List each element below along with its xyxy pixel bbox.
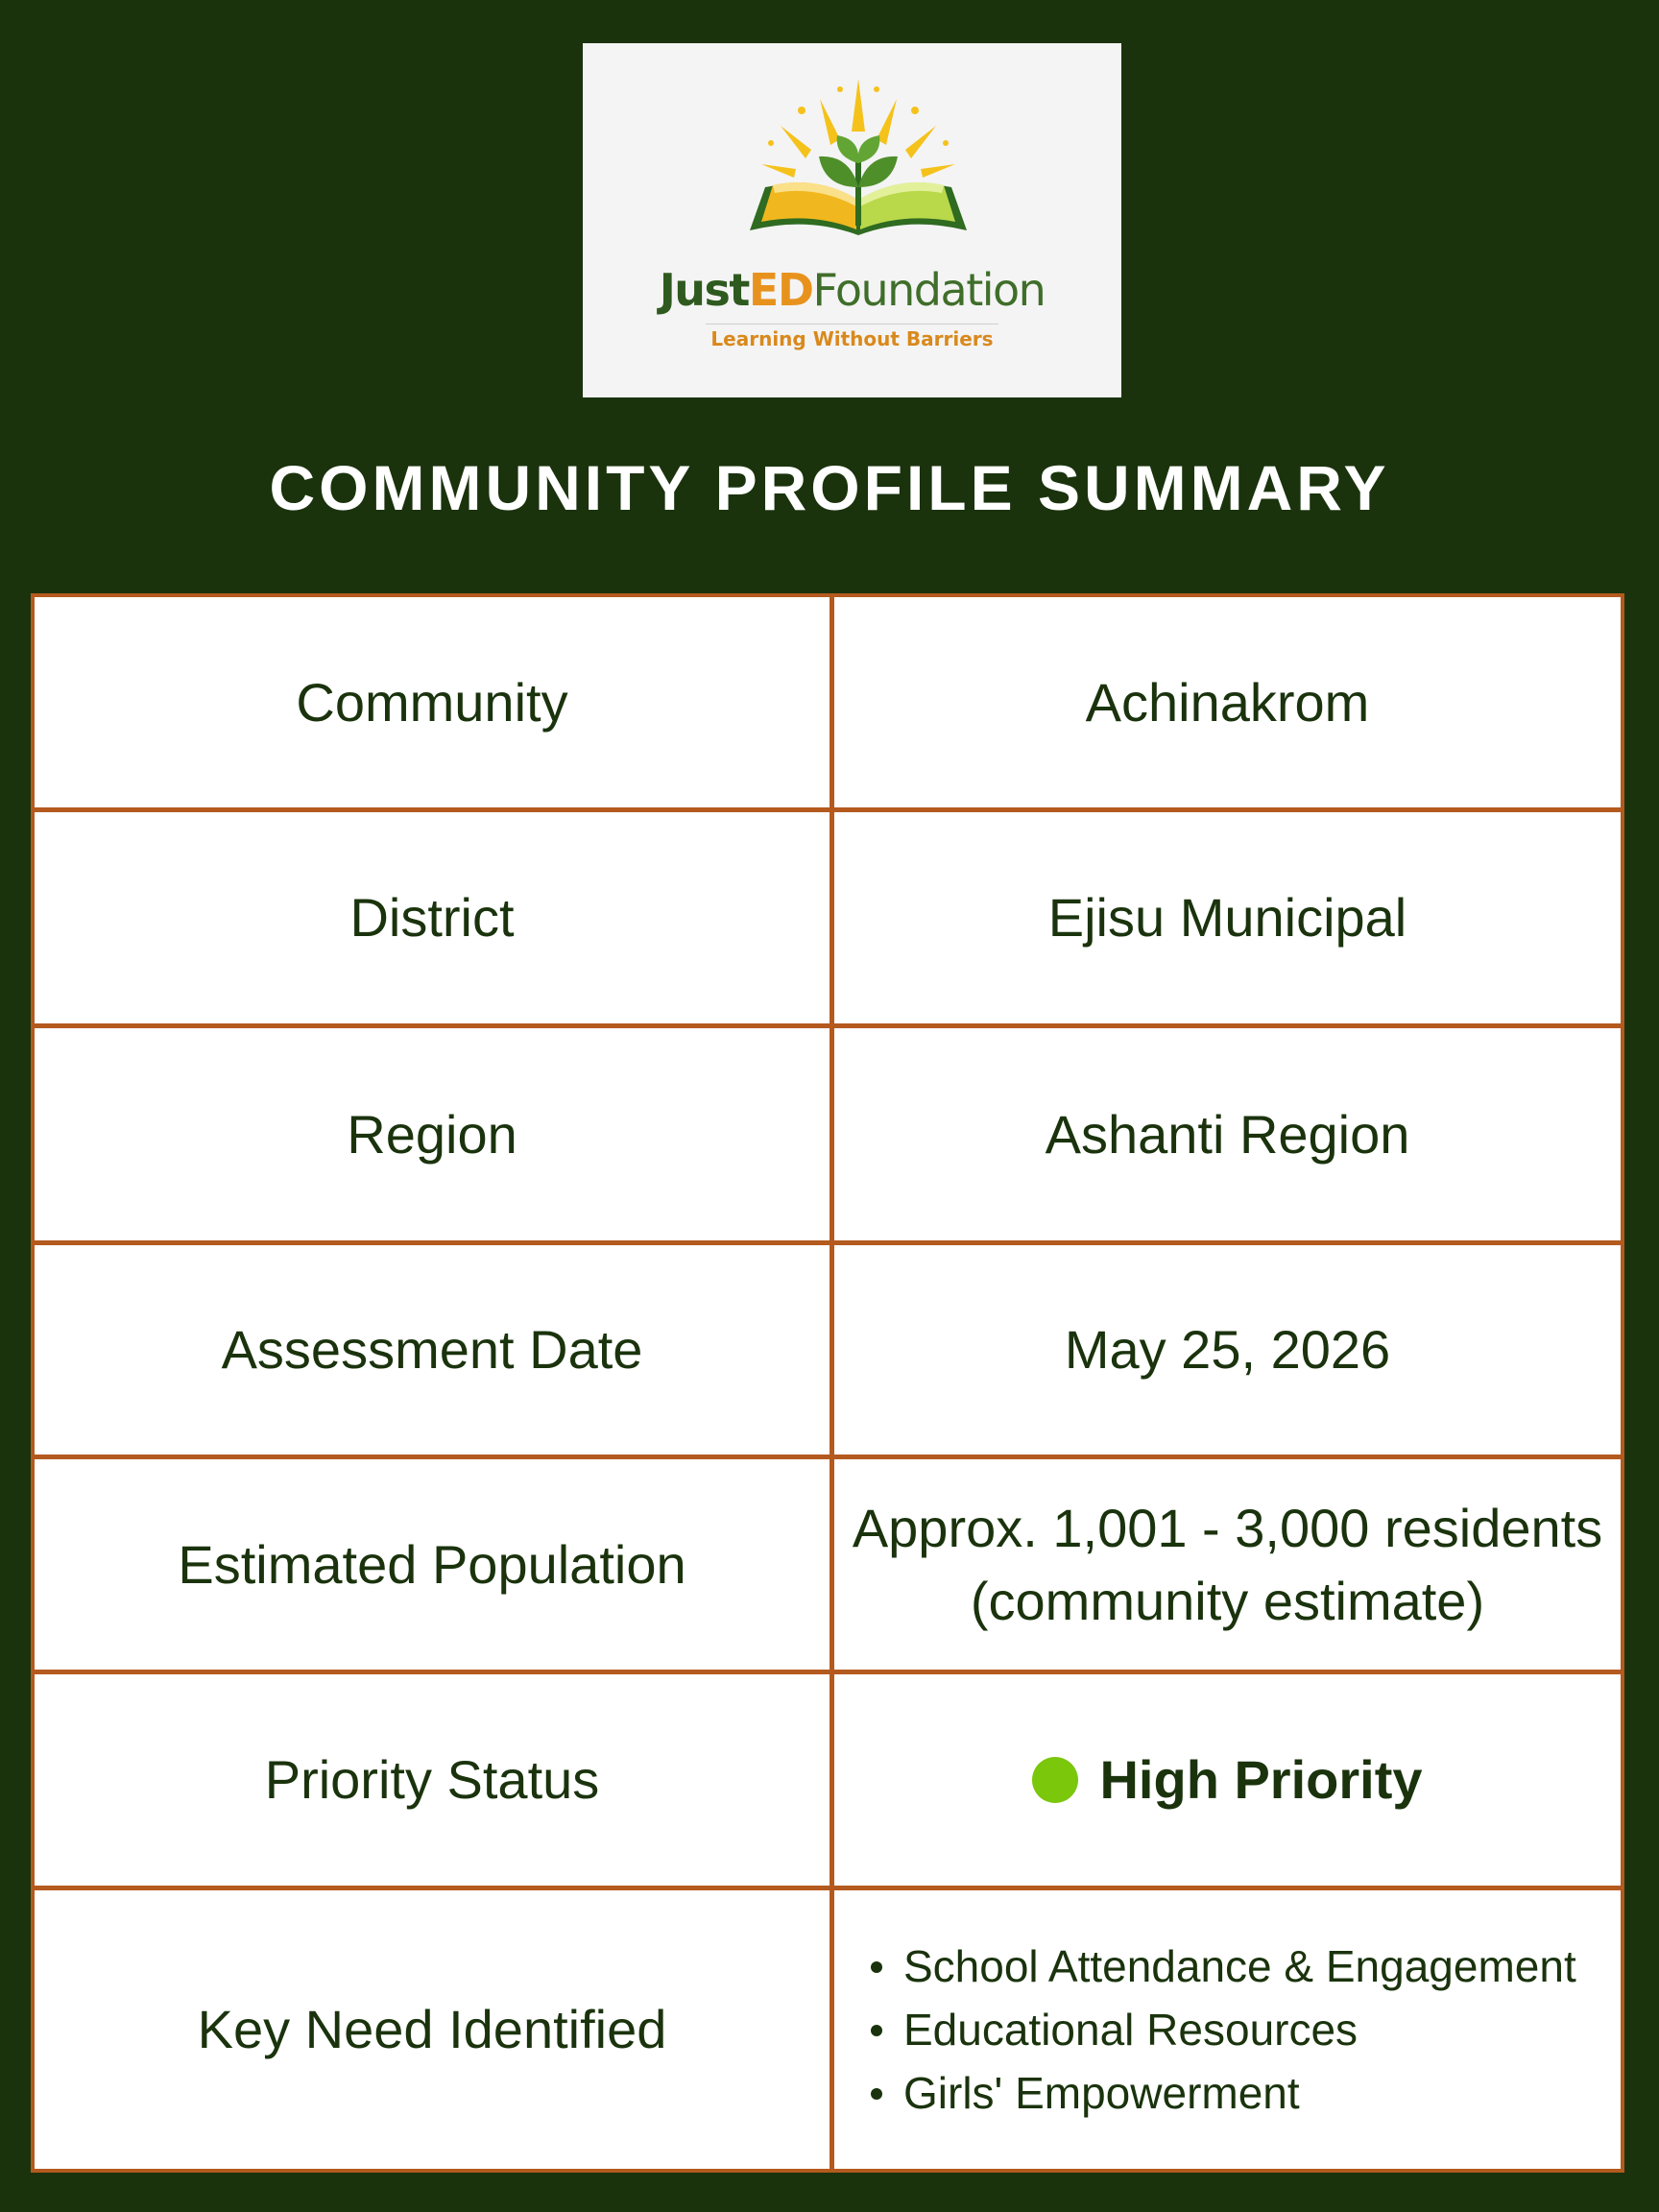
- key-needs-list: [834, 1935, 1621, 2125]
- label-priority-status: Priority Status: [264, 1749, 600, 1811]
- label-region: Region: [347, 1103, 517, 1165]
- list-item: [877, 2061, 1621, 2125]
- logo-wordmark: [583, 264, 1121, 316]
- logo: [583, 43, 1121, 397]
- profile-table: [31, 593, 1624, 2173]
- key-need-text: School Attendance & Engagement: [903, 1941, 1576, 1991]
- logo-divider: [706, 324, 998, 325]
- value-key-need: [834, 1890, 1621, 2169]
- logo-name-just: Just: [659, 264, 749, 316]
- bullet-icon: [871, 2025, 882, 2036]
- page-title: COMMUNITY PROFILE SUMMARY: [269, 452, 1390, 523]
- population-note: (community estimate): [970, 1570, 1485, 1631]
- label-assessment-date: Assessment Date: [221, 1319, 643, 1381]
- label-community: Community: [296, 671, 568, 733]
- value-assessment-date: May 25, 2026: [1064, 1319, 1391, 1381]
- key-need-text: Educational Resources: [903, 2005, 1358, 2055]
- value-community: Achinakrom: [1085, 671, 1370, 733]
- label-district: District: [349, 887, 515, 949]
- status-dot-icon: [1032, 1757, 1078, 1803]
- logo-tagline: Learning Without Barriers: [710, 327, 994, 350]
- value-region: Ashanti Region: [1045, 1103, 1410, 1165]
- open-book-plant-icon: [583, 43, 1121, 274]
- bullet-icon: [871, 1961, 882, 1973]
- value-district: Ejisu Municipal: [1047, 887, 1407, 949]
- label-estimated-population: Estimated Population: [178, 1533, 686, 1595]
- bullet-icon: [871, 2088, 882, 2100]
- list-item: [877, 1935, 1621, 1998]
- population-range: Approx. 1,001 - 3,000 residents: [852, 1497, 1603, 1558]
- key-need-text: Girls' Empowerment: [903, 2068, 1300, 2118]
- priority-status-text: High Priority: [1099, 1749, 1423, 1811]
- logo-name-ed: ED: [748, 264, 813, 316]
- label-key-need: Key Need Identified: [197, 1999, 667, 2060]
- value-estimated-population: [834, 1459, 1621, 1670]
- value-priority-status: [834, 1674, 1621, 1886]
- list-item: [877, 1998, 1621, 2061]
- logo-name-foundation: Foundation: [812, 264, 1046, 316]
